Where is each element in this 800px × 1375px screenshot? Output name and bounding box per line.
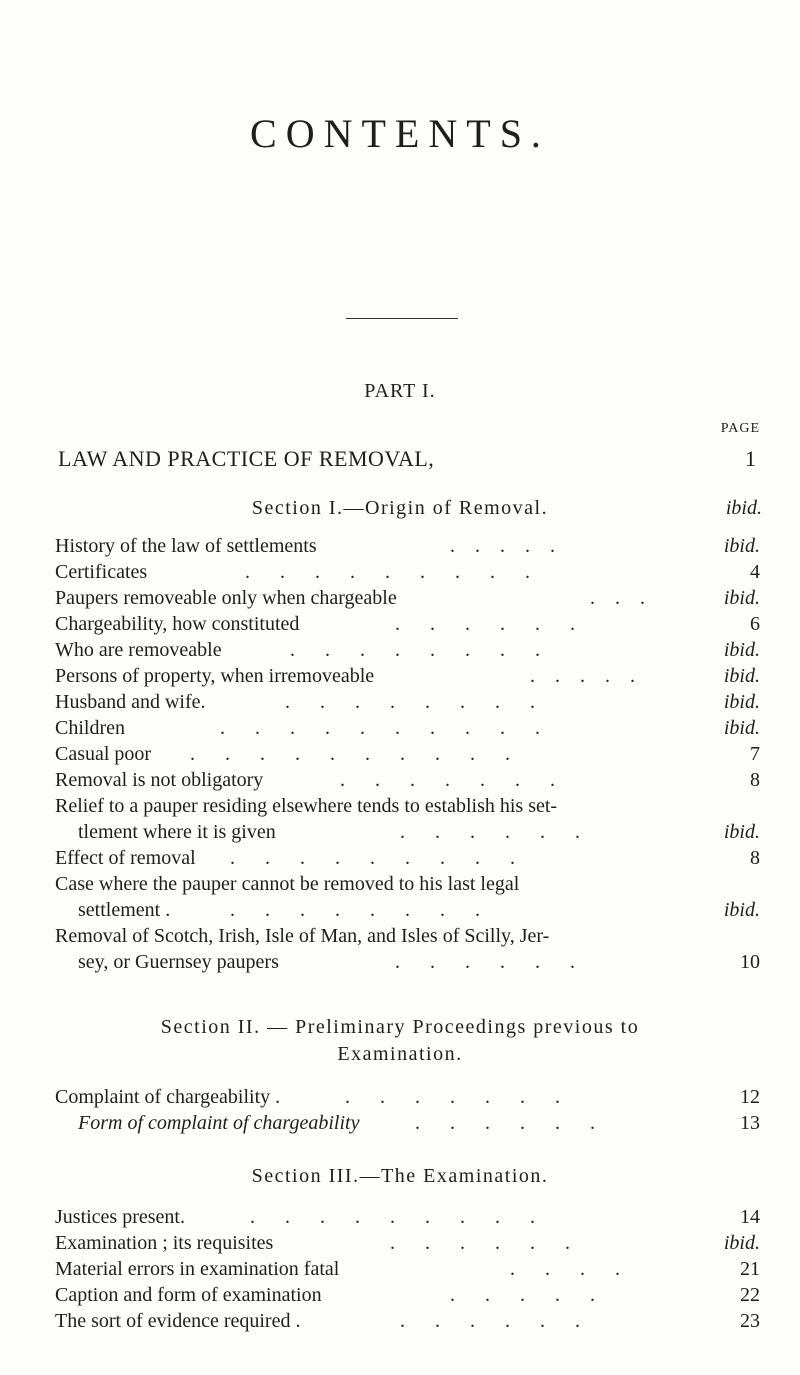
title-rule xyxy=(346,318,458,319)
toc-entry: Husband and wife. . . . . . . . . ibid. xyxy=(55,691,760,713)
page-title: CONTENTS. xyxy=(250,111,550,156)
toc-entry: Caption and form of examination . . . . . 22 xyxy=(55,1284,760,1306)
toc-entry: Certificates . . . . . . . . . 4 xyxy=(55,561,760,583)
toc-entry: Complaint of chargeability . . . . . . . . 12 xyxy=(55,1086,760,1108)
toc-entry: History of the law of settlements . . . . . ibid. xyxy=(55,535,760,557)
section-2-heading: Section II. — Preliminary Proceedings previous to xyxy=(160,1016,640,1038)
toc-entry: Removal is not obligatory . . . . . . . 8 xyxy=(55,769,760,791)
toc-entry: Relief to a pauper residing elsewhere tends to establish his set- xyxy=(55,795,558,817)
section-1-page: ibid. xyxy=(725,497,762,519)
toc-entry: Children . . . . . . . . . . ibid. xyxy=(55,717,760,739)
toc-entry: Removal of Scotch, Irish, Isle of Man, and Isles of Scilly, Jer- xyxy=(55,925,550,947)
section-3-heading: Section III.—The Examination. xyxy=(251,1165,549,1187)
page-column-header: PAGE xyxy=(720,421,760,436)
law-heading-page: 1 xyxy=(745,446,756,471)
toc-entry: Chargeability, how constituted . . . . . . 6 xyxy=(55,613,760,635)
part-heading: PART I. xyxy=(364,380,436,402)
toc-entry: Material errors in examination fatal . . . . 21 xyxy=(55,1258,760,1280)
toc-entry: Casual poor . . . . . . . . . . 7 xyxy=(55,743,760,765)
toc-entry: Paupers removeable only when chargeable . . . ibid. xyxy=(55,587,760,609)
toc-entry: tlement where it is given . . . . . . ibid. xyxy=(78,821,760,843)
section-1-heading: Section I.—Origin of Removal. xyxy=(251,497,549,519)
section-2-heading-cont: Examination. xyxy=(337,1043,463,1065)
toc-entry: Case where the pauper cannot be removed to his last legal xyxy=(55,873,520,895)
law-heading: LAW AND PRACTICE OF REMOVAL, xyxy=(58,446,435,471)
toc-entry: Examination ; its requisites . . . . . . ibid. xyxy=(55,1232,760,1254)
toc-entry: sey, or Guernsey paupers . . . . . . 10 xyxy=(78,951,760,973)
toc-entry: settlement . . . . . . . . . ibid. xyxy=(78,899,760,921)
toc-entry: Justices present. . . . . . . . . . 14 xyxy=(55,1206,760,1228)
toc-entry: Effect of removal . . . . . . . . . 8 xyxy=(55,847,760,869)
toc-entry: Persons of property, when irremoveable . . . . . ibid. xyxy=(55,665,760,687)
toc-entry: The sort of evidence required . . . . . . . 23 xyxy=(55,1310,760,1332)
toc-entry: Who are removeable . . . . . . . . ibid. xyxy=(55,639,760,661)
toc-entry: Form of complaint of chargeability . . . . . . 13 xyxy=(78,1112,760,1134)
